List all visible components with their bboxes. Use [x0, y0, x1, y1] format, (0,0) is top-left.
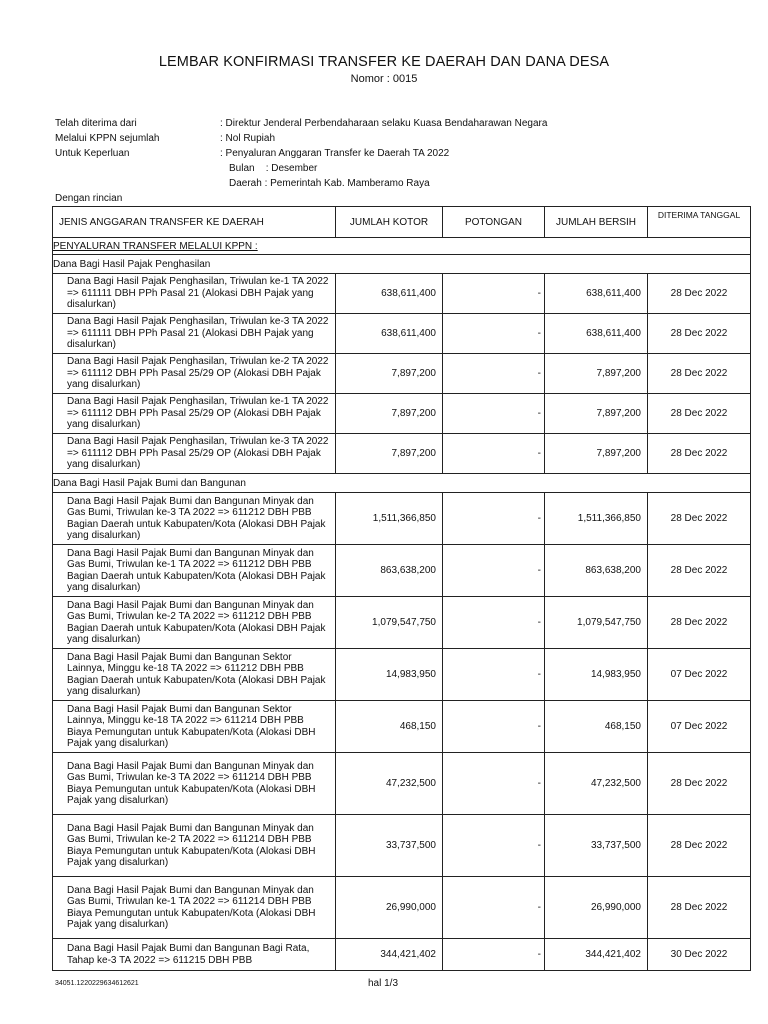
cell-jumlah-kotor: 863,638,200	[336, 545, 443, 597]
col-jumlah-kotor: JUMLAH KOTOR	[336, 207, 443, 238]
label-diterima-dari: Telah diterima dari	[55, 118, 137, 129]
cell-description: Dana Bagi Hasil Pajak Bumi dan Bangunan Minyak dan Gas Bumi, Triwulan ke-3 TA 2022 => 611212 DBH PBB Bagian Daerah untuk Kabupaten/Kota (Alokasi DBH Pajak yang disalurkan)	[53, 493, 336, 545]
cell-description: Dana Bagi Hasil Pajak Bumi dan Bangunan Minyak dan Gas Bumi, Triwulan ke-1 TA 2022 => 611214 DBH PBB Biaya Pemungutan untuk Kabupaten/Kota (Alokasi DBH Pajak yang disalurkan)	[53, 877, 336, 939]
table-row	[53, 649, 751, 701]
cell-jumlah-kotor: 344,421,402	[336, 939, 443, 971]
cell-jumlah-bersih: 14,983,950	[545, 649, 648, 701]
section-kppn	[53, 238, 751, 255]
table-row	[53, 434, 751, 474]
table-header-row	[53, 207, 751, 238]
cell-description: Dana Bagi Hasil Pajak Bumi dan Bangunan Minyak dan Gas Bumi, Triwulan ke-3 TA 2022 => 611214 DBH PBB Biaya Pemungutan untuk Kabupaten/Kota (Alokasi DBH Pajak yang disalurkan)	[53, 753, 336, 815]
col-jumlah-bersih: JUMLAH BERSIH	[545, 207, 648, 238]
cell-jumlah-bersih: 33,737,500	[545, 815, 648, 877]
cell-diterima-tanggal: 07 Dec 2022	[648, 649, 751, 701]
cell-jumlah-bersih: 26,990,000	[545, 877, 648, 939]
group-header-label: Dana Bagi Hasil Pajak Penghasilan	[53, 255, 751, 274]
rincian-label: Dengan rincian	[55, 193, 123, 204]
cell-jumlah-kotor: 1,079,547,750	[336, 597, 443, 649]
cell-description: Dana Bagi Hasil Pajak Penghasilan, Triwulan ke-1 TA 2022 => 611111 DBH PPh Pasal 21 (Alokasi DBH Pajak yang disalurkan)	[53, 274, 336, 314]
cell-jumlah-bersih: 1,511,366,850	[545, 493, 648, 545]
cell-potongan: -	[443, 545, 545, 597]
cell-potongan: -	[443, 434, 545, 474]
cell-potongan: -	[443, 753, 545, 815]
cell-jumlah-kotor: 26,990,000	[336, 877, 443, 939]
cell-description: Dana Bagi Hasil Pajak Penghasilan, Triwulan ke-1 TA 2022 => 611112 DBH PPh Pasal 25/29 OP (Alokasi DBH Pajak yang disalurkan)	[53, 394, 336, 434]
cell-potongan: -	[443, 701, 545, 753]
col-diterima-tanggal: DITERIMA TANGGAL	[648, 207, 751, 238]
cell-potongan: -	[443, 274, 545, 314]
cell-potongan: -	[443, 314, 545, 354]
table-row	[53, 545, 751, 597]
table-row	[53, 753, 751, 815]
cell-jumlah-kotor: 468,150	[336, 701, 443, 753]
cell-jumlah-bersih: 344,421,402	[545, 939, 648, 971]
cell-jumlah-bersih: 1,079,547,750	[545, 597, 648, 649]
cell-diterima-tanggal: 28 Dec 2022	[648, 493, 751, 545]
group-header	[53, 474, 751, 493]
cell-jumlah-bersih: 638,611,400	[545, 274, 648, 314]
cell-diterima-tanggal: 07 Dec 2022	[648, 701, 751, 753]
cell-jumlah-kotor: 7,897,200	[336, 394, 443, 434]
cell-description: Dana Bagi Hasil Pajak Bumi dan Bangunan Minyak dan Gas Bumi, Triwulan ke-2 TA 2022 => 611212 DBH PBB Bagian Daerah untuk Kabupaten/Kota (Alokasi DBH Pajak yang disalurkan)	[53, 597, 336, 649]
cell-jumlah-kotor: 638,611,400	[336, 314, 443, 354]
cell-description: Dana Bagi Hasil Pajak Penghasilan, Triwulan ke-2 TA 2022 => 611112 DBH PPh Pasal 25/29 OP (Alokasi DBH Pajak yang disalurkan)	[53, 354, 336, 394]
cell-jumlah-kotor: 33,737,500	[336, 815, 443, 877]
cell-jumlah-kotor: 14,983,950	[336, 649, 443, 701]
cell-potongan: -	[443, 815, 545, 877]
table-row	[53, 493, 751, 545]
cell-jumlah-kotor: 7,897,200	[336, 434, 443, 474]
document-code: 34051.1220229634612621	[55, 980, 139, 987]
cell-jumlah-kotor: 7,897,200	[336, 354, 443, 394]
group-header	[53, 255, 751, 274]
cell-description: Dana Bagi Hasil Pajak Penghasilan, Triwulan ke-3 TA 2022 => 611112 DBH PPh Pasal 25/29 OP (Alokasi DBH Pajak yang disalurkan)	[53, 434, 336, 474]
value-daerah: Daerah : Pemerintah Kab. Mamberamo Raya	[229, 178, 430, 189]
cell-diterima-tanggal: 28 Dec 2022	[648, 877, 751, 939]
page-number: hal 1/3	[368, 978, 399, 989]
cell-diterima-tanggal: 28 Dec 2022	[648, 545, 751, 597]
cell-jumlah-bersih: 7,897,200	[545, 434, 648, 474]
cell-jumlah-bersih: 863,638,200	[545, 545, 648, 597]
transfer-table	[52, 206, 751, 971]
cell-diterima-tanggal: 28 Dec 2022	[648, 815, 751, 877]
cell-description: Dana Bagi Hasil Pajak Penghasilan, Triwulan ke-3 TA 2022 => 611111 DBH PPh Pasal 21 (Alokasi DBH Pajak yang disalurkan)	[53, 314, 336, 354]
cell-potongan: -	[443, 354, 545, 394]
cell-potongan: -	[443, 649, 545, 701]
table-row	[53, 394, 751, 434]
cell-diterima-tanggal: 28 Dec 2022	[648, 314, 751, 354]
cell-description: Dana Bagi Hasil Pajak Bumi dan Bangunan Sektor Lainnya, Minggu ke-18 TA 2022 => 611214 DBH PBB Biaya Pemungutan untuk Kabupaten/Kota (Alokasi DBH Pajak yang disalurkan)	[53, 701, 336, 753]
cell-diterima-tanggal: 28 Dec 2022	[648, 597, 751, 649]
table-row	[53, 701, 751, 753]
table-row	[53, 314, 751, 354]
cell-jumlah-kotor: 638,611,400	[336, 274, 443, 314]
label-kppn-sejumlah: Melalui KPPN sejumlah	[55, 133, 160, 144]
cell-potongan: -	[443, 939, 545, 971]
table-row	[53, 354, 751, 394]
value-bulan: Bulan : Desember	[229, 163, 318, 174]
cell-diterima-tanggal: 28 Dec 2022	[648, 274, 751, 314]
table-row	[53, 939, 751, 971]
value-keperluan: : Penyaluran Anggaran Transfer ke Daerah TA 2022	[220, 148, 450, 159]
cell-potongan: -	[443, 493, 545, 545]
cell-jumlah-bersih: 7,897,200	[545, 394, 648, 434]
group-header-label: Dana Bagi Hasil Pajak Bumi dan Bangunan	[53, 474, 751, 493]
cell-potongan: -	[443, 394, 545, 434]
cell-description: Dana Bagi Hasil Pajak Bumi dan Bangunan Bagi Rata, Tahap ke-3 TA 2022 => 611215 DBH PBB	[53, 939, 336, 971]
table-row	[53, 274, 751, 314]
cell-jumlah-bersih: 638,611,400	[545, 314, 648, 354]
label-keperluan: Untuk Keperluan	[55, 148, 130, 159]
cell-jumlah-bersih: 47,232,500	[545, 753, 648, 815]
cell-diterima-tanggal: 28 Dec 2022	[648, 394, 751, 434]
cell-jumlah-kotor: 47,232,500	[336, 753, 443, 815]
cell-potongan: -	[443, 597, 545, 649]
section-kppn-label: PENYALURAN TRANSFER MELALUI KPPN :	[53, 238, 751, 255]
cell-diterima-tanggal: 28 Dec 2022	[648, 434, 751, 474]
cell-description: Dana Bagi Hasil Pajak Bumi dan Bangunan Sektor Lainnya, Minggu ke-18 TA 2022 => 611212 DBH PBB Bagian Daerah untuk Kabupaten/Kota (Alokasi DBH Pajak yang disalurkan)	[53, 649, 336, 701]
document-title: LEMBAR KONFIRMASI TRANSFER KE DAERAH DAN DANA DESA	[158, 54, 610, 70]
document-number: Nomor : 0015	[350, 73, 418, 85]
cell-diterima-tanggal: 28 Dec 2022	[648, 354, 751, 394]
cell-jumlah-bersih: 468,150	[545, 701, 648, 753]
cell-jumlah-kotor: 1,511,366,850	[336, 493, 443, 545]
cell-diterima-tanggal: 30 Dec 2022	[648, 939, 751, 971]
cell-description: Dana Bagi Hasil Pajak Bumi dan Bangunan Minyak dan Gas Bumi, Triwulan ke-2 TA 2022 => 611214 DBH PBB Biaya Pemungutan untuk Kabupaten/Kota (Alokasi DBH Pajak yang disalurkan)	[53, 815, 336, 877]
value-diterima-dari: : Direktur Jenderal Perbendaharaan selaku Kuasa Bendaharawan Negara	[220, 118, 548, 129]
cell-diterima-tanggal: 28 Dec 2022	[648, 753, 751, 815]
table-row	[53, 877, 751, 939]
col-potongan: POTONGAN	[443, 207, 545, 238]
value-kppn-sejumlah: : Nol Rupiah	[220, 133, 276, 144]
cell-potongan: -	[443, 877, 545, 939]
col-jenis: JENIS ANGGARAN TRANSFER KE DAERAH	[53, 207, 336, 238]
cell-jumlah-bersih: 7,897,200	[545, 354, 648, 394]
cell-description: Dana Bagi Hasil Pajak Bumi dan Bangunan Minyak dan Gas Bumi, Triwulan ke-1 TA 2022 => 611212 DBH PBB Bagian Daerah untuk Kabupaten/Kota (Alokasi DBH Pajak yang disalurkan)	[53, 545, 336, 597]
table-row	[53, 815, 751, 877]
table-row	[53, 597, 751, 649]
